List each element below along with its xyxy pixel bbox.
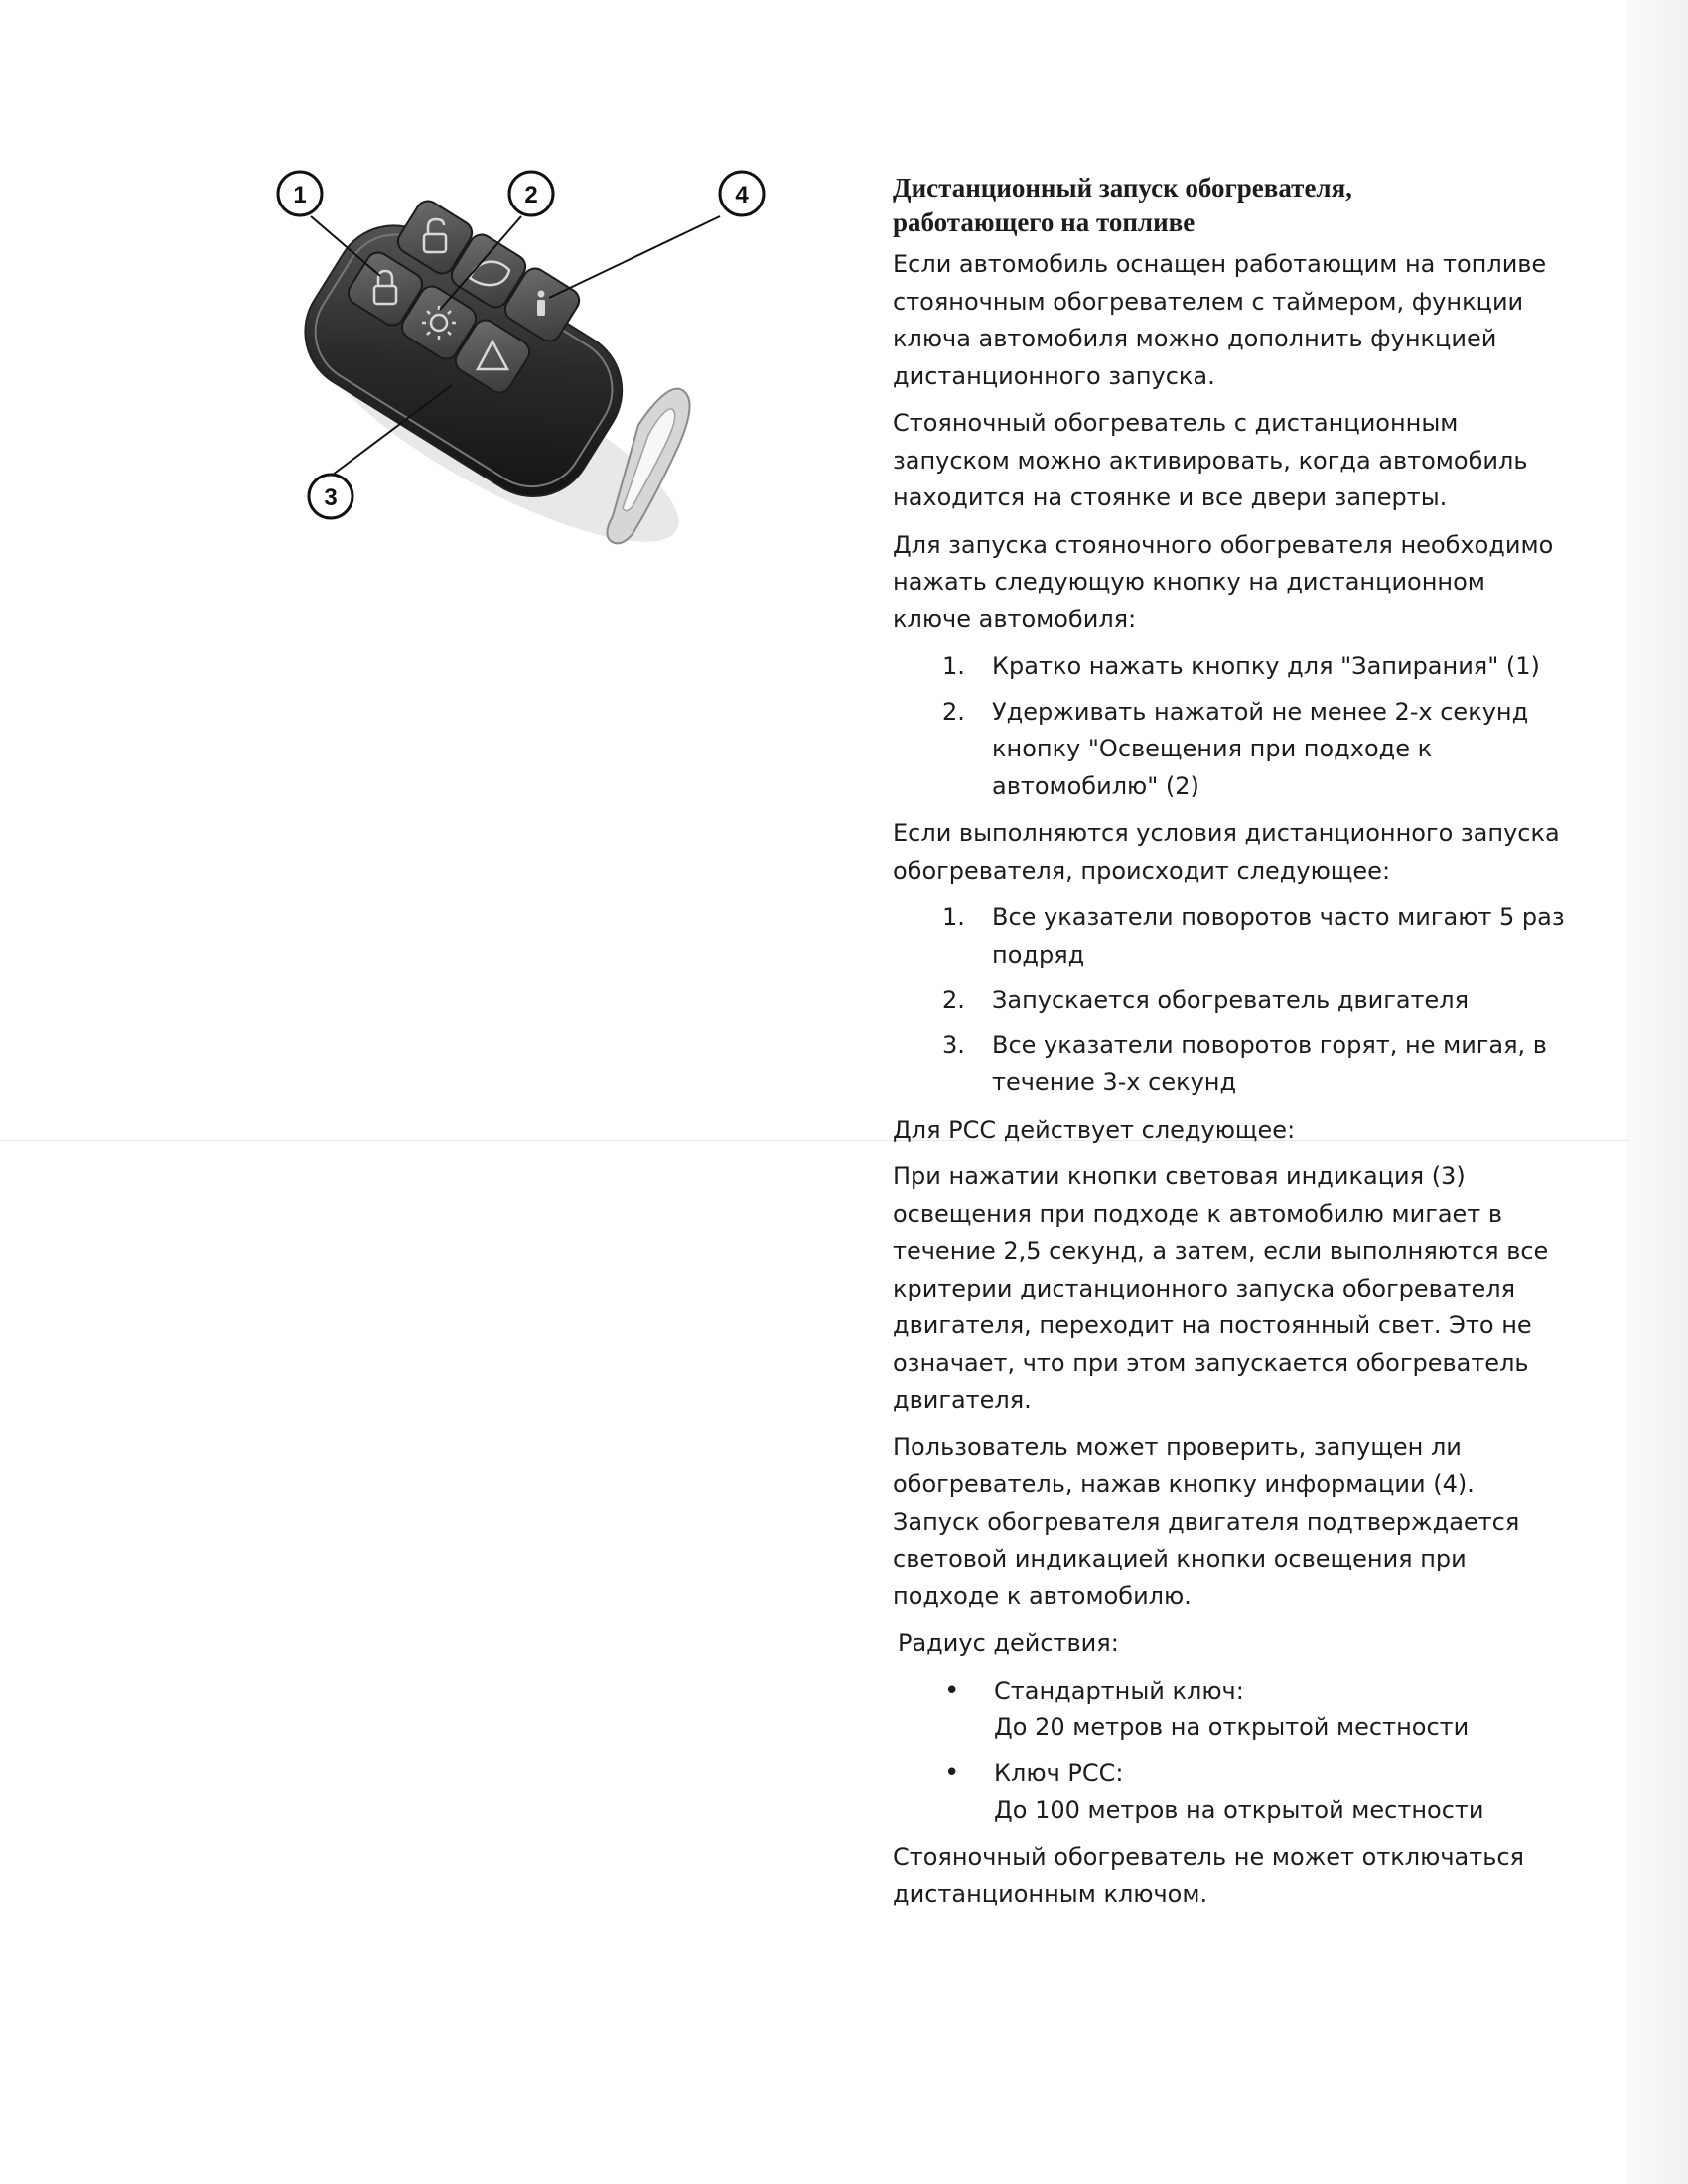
heading-line-1: Дистанционный запуск обогревателя,: [893, 173, 1352, 203]
activation-paragraph: Стояночный обогреватель с дистанционным запуском можно активировать, когда автомобиль находится на стоянке и все двери заперты.: [893, 409, 1528, 511]
list-item: • Стандартный ключ: До 20 метров на открытой местности: [893, 1673, 1568, 1747]
list-item: 1. Кратко нажать кнопку для "Запирания" (1): [942, 652, 1540, 680]
svg-text:2: 2: [524, 182, 538, 208]
list-item: 3. Все указатели поворотов горят, не мигая, в течение 3-х секунд: [942, 1030, 1547, 1096]
callout-2: [509, 172, 553, 215]
pcc-heading-paragraph: Для PCC действует следующее:: [893, 1115, 1296, 1144]
info-icon: [537, 291, 545, 317]
list-item: 1. Все указатели поворотов часто мигают 5 раз подряд: [942, 903, 1565, 969]
result-steps-list: [893, 899, 1568, 1102]
shutdown-note-paragraph: Стояночный обогреватель не может отключаться дистанционным ключом.: [893, 1843, 1524, 1908]
start-instruction-paragraph: Для запуска стояночного обогревателя необходимо нажать следующую кнопку на дистанционном ключе автомобиля:: [893, 530, 1554, 633]
instructions-column: [893, 171, 1568, 1924]
list-item: 2. Удерживать нажатой не менее 2-х секунд кнопку "Освещения при подходе к автомобилю" (2): [942, 697, 1529, 800]
callout-4: [720, 172, 764, 215]
pcc-indication-paragraph: При нажатии кнопки световая индикация (3) освещения при подходе к автомобилю мигает в течение 2,5 секунд, а затем, если выполняются все критерии дистанционного запуска обогревателя двигателя, переходит на постоянный свет. Это не означает, что при этом запускается обогреватель двигателя.: [893, 1162, 1549, 1414]
check-status-paragraph: Пользователь может проверить, запущен ли обогреватель, нажав кнопку информации (4). Запуск обогревателя двигателя подтверждается световой индикацией кнопки освещения при подходе к автомобилю.: [893, 1433, 1520, 1610]
section-heading: [893, 171, 1568, 240]
list-item: • Ключ PCC: До 100 метров на открытой местности: [893, 1755, 1568, 1830]
range-label: Радиус действия:: [898, 1629, 1119, 1657]
callout-3: [309, 475, 352, 518]
intro-paragraph: Если автомобиль оснащен работающим на топливе стояночным обогревателем с таймером, функции ключа автомобиля можно дополнить функцией дистанционного запуска.: [893, 250, 1547, 390]
bullet-icon: •: [944, 1757, 960, 1788]
callout-1: [278, 172, 322, 215]
list-item: 2. Запускается обогреватель двигателя: [942, 986, 1470, 1014]
start-steps-list: [893, 648, 1568, 805]
svg-text:1: 1: [293, 182, 307, 208]
scan-edge-shade: [1626, 0, 1688, 2184]
svg-text:3: 3: [324, 484, 338, 511]
conditions-paragraph: Если выполняются условия дистанционного запуска обогревателя, происходит следующее:: [893, 819, 1560, 885]
bullet-icon: •: [944, 1675, 960, 1706]
range-list: [893, 1673, 1568, 1830]
remote-key-figure: [263, 159, 799, 576]
heading-line-2: работающего на топливе: [893, 207, 1196, 237]
svg-text:4: 4: [735, 182, 749, 208]
remote-key-illustration: [263, 159, 799, 576]
